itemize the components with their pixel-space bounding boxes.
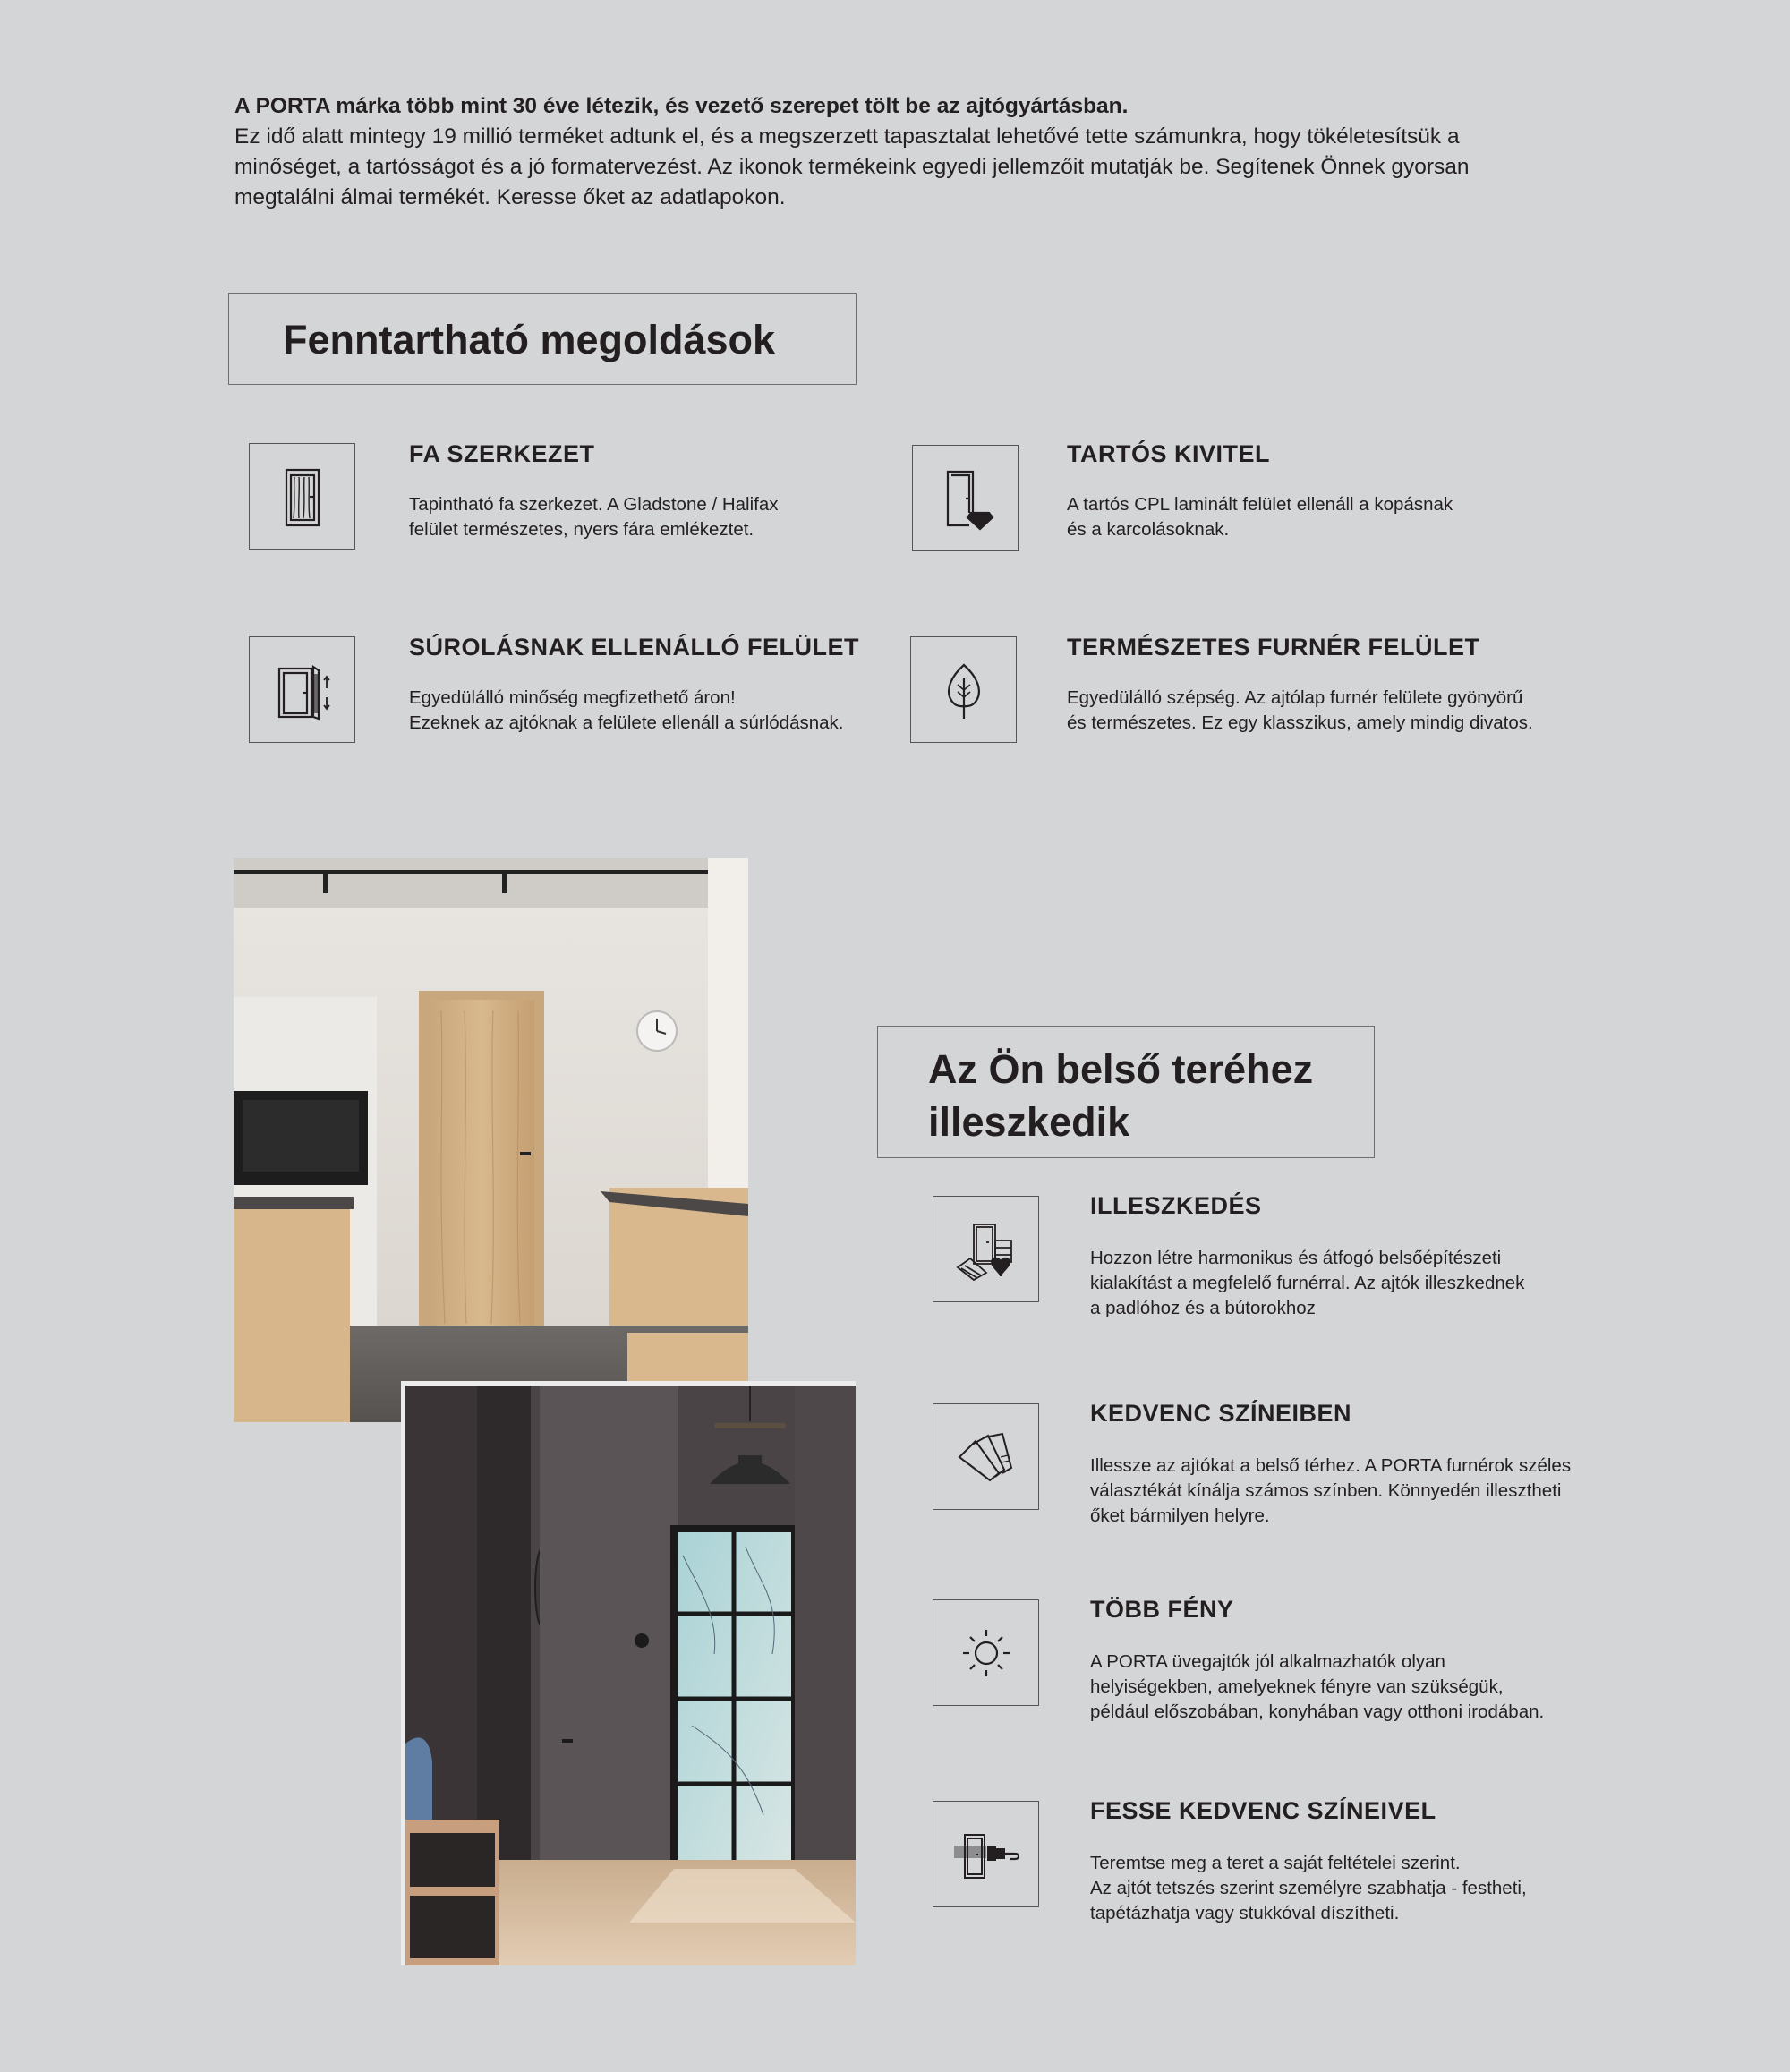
feature-description <box>1090 1454 1645 1529</box>
feature-description <box>1067 492 1568 542</box>
hallway-glass-door-photo <box>401 1381 856 1965</box>
intro-text <box>234 91 1532 213</box>
section-title-line: Az Ön belső teréhez <box>928 1046 1314 1092</box>
intro-body: Ez idő alatt mintegy 19 millió terméket adtunk el, és a megszerzett tapasztalat lehetővé tette számunkra, hogy tökéletesítsük a minőséget, a tartósságot és a jó formatervezést. Az ikonok termékeink egyedi jellemzőit mutatják be. Segítenek Önnek gyorsan megtalálni álmai termékét. Keresse őket az adatlapokon. <box>234 124 1470 209</box>
feature-description <box>1090 1650 1645 1725</box>
kitchen-interior-photo <box>234 858 748 1422</box>
color-swatches-icon <box>933 1403 1039 1510</box>
feature-line: Hozzon létre harmonikus és átfogó belsőépítészeti <box>1090 1248 1502 1268</box>
feature-description <box>1090 1851 1645 1926</box>
diamond-door-icon <box>912 445 1019 551</box>
matching-interior-icon <box>933 1196 1039 1302</box>
leaf-icon <box>910 636 1017 743</box>
feature-line: felület természetes, nyers fára emlékeztet. <box>409 519 754 540</box>
feature-title: TARTÓS KIVITEL <box>1067 440 1270 467</box>
feature-description <box>409 686 892 736</box>
section-title-sustainable <box>228 293 857 385</box>
feature-line: és természetes. Ez egy klasszikus, amely mindig divatos. <box>1067 712 1533 733</box>
feature-description <box>1090 1246 1645 1321</box>
feature-line: választékát kínálja számos színben. Könnyedén illesztheti <box>1090 1480 1562 1501</box>
feature-title: FA SZERKEZET <box>409 440 595 467</box>
feature-line: Tapintható fa szerkezet. A Gladstone / Halifax <box>409 494 779 515</box>
feature-line: A PORTA üvegajtók jól alkalmazhatók olyan <box>1090 1651 1445 1672</box>
feature-line: kialakítást a megfelelő furnérral. Az ajtók illeszkednek <box>1090 1273 1525 1293</box>
feature-description <box>409 492 910 542</box>
feature-line: és a karcolásoknak. <box>1067 519 1230 540</box>
feature-title: SÚROLÁSNAK ELLENÁLLÓ FELÜLET <box>409 634 859 661</box>
feature-line: Teremtse meg a teret a saját feltételei szerint. <box>1090 1853 1461 1873</box>
intro-lead: A PORTA márka több mint 30 éve létezik, és vezető szerepet tölt be az ajtógyártásban. <box>234 94 1129 118</box>
feature-line: Egyedülálló minőség megfizethető áron! <box>409 687 736 708</box>
feature-line: Ezeknek az ajtóknak a felülete ellenáll a súrlódásnak. <box>409 712 844 733</box>
feature-description <box>1067 686 1622 736</box>
scratch-resistant-door-icon <box>249 636 355 743</box>
section-title-interior <box>877 1026 1375 1158</box>
feature-line: Az ajtót tetszés szerint személyre szabhatja - festheti, <box>1090 1878 1527 1898</box>
feature-line: például előszobában, konyhában vagy otthoni irodában. <box>1090 1701 1545 1722</box>
feature-title: FESSE KEDVENC SZÍNEIVEL <box>1090 1797 1436 1824</box>
feature-title: ILLESZKEDÉS <box>1090 1192 1262 1219</box>
feature-line: őket bármilyen helyre. <box>1090 1505 1270 1526</box>
feature-line: a padlóhoz és a bútorokhoz <box>1090 1298 1316 1318</box>
feature-line: Illessze az ajtókat a belső térhez. A PORTA furnérok széles <box>1090 1455 1572 1476</box>
sun-icon <box>933 1599 1039 1706</box>
feature-line: Egyedülálló szépség. Az ajtólap furnér felülete gyönyörű <box>1067 687 1523 708</box>
feature-title: TERMÉSZETES FURNÉR FELÜLET <box>1067 634 1480 661</box>
feature-line: tapétázhatja vagy stukkóval díszítheti. <box>1090 1903 1400 1923</box>
feature-title: TÖBB FÉNY <box>1090 1596 1234 1623</box>
wood-door-icon <box>249 443 355 550</box>
feature-title: KEDVENC SZÍNEIBEN <box>1090 1400 1352 1427</box>
section-title-line: illeszkedik <box>928 1099 1130 1145</box>
paint-door-icon <box>933 1801 1039 1907</box>
section-title-text: Fenntartható megoldások <box>283 317 776 362</box>
feature-line: helyiségekben, amelyeknek fényre van szükségük, <box>1090 1676 1504 1697</box>
feature-line: A tartós CPL laminált felület ellenáll a kopásnak <box>1067 494 1453 515</box>
